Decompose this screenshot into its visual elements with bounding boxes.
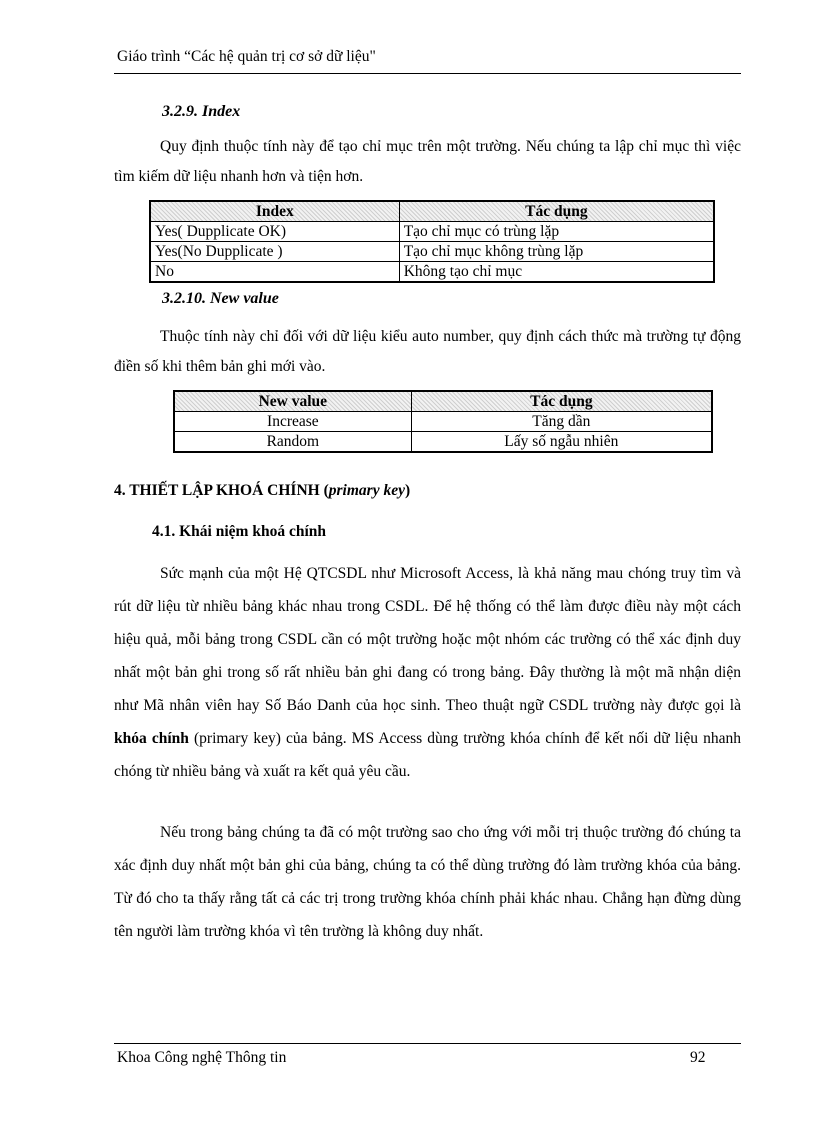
table-cell: Yes( Dupplicate OK) xyxy=(150,222,399,242)
heading-4-text: 4. THIẾT LẬP KHOÁ CHÍNH xyxy=(114,482,320,499)
table-cell: Lấy số ngẫu nhiên xyxy=(411,432,712,453)
heading-4-1: 4.1. Khái niệm khoá chính xyxy=(152,523,326,540)
column-header: Index xyxy=(150,201,399,222)
para-text: (primary key) của bảng. MS Access dùng trường khóa chính để kết nối dữ liệu nhanh chóng từ nhiều bảng và xuất ra kết quả yêu cầu. xyxy=(114,730,741,780)
table-row xyxy=(174,432,712,453)
table-row xyxy=(150,222,714,242)
header-rule xyxy=(114,73,741,74)
table-cell: Tăng dần xyxy=(411,412,712,432)
heading-3-2-9: 3.2.9. Index xyxy=(162,103,241,120)
paragraph-index: Quy định thuộc tính này để tạo chỉ mục trên một trường. Nếu chúng ta lập chỉ mục thì việc tìm kiếm dữ liệu nhanh hơn và tiện hơn. xyxy=(114,138,741,185)
new-value-table xyxy=(173,390,713,453)
footer-rule xyxy=(114,1043,741,1044)
table-row xyxy=(150,242,714,262)
table-header-row xyxy=(174,391,712,412)
heading-3-2-10: 3.2.10. New value xyxy=(162,290,279,307)
column-header: Tác dụng xyxy=(411,391,712,412)
table-cell: Increase xyxy=(174,412,411,432)
table-row xyxy=(174,412,712,432)
table-header-row xyxy=(150,201,714,222)
heading-4-emphasis: primary key xyxy=(328,482,405,499)
page-header: Giáo trình “Các hệ quản trị cơ sở dữ liệu" xyxy=(117,48,376,65)
table-cell: Yes(No Dupplicate ) xyxy=(150,242,399,262)
index-table xyxy=(149,200,715,283)
table-cell: Tạo chỉ mục có trùng lặp xyxy=(399,222,714,242)
paragraph-new-value: Thuộc tính này chỉ đối với dữ liệu kiểu auto number, quy định cách thức mà trường tự động điền số khi thêm bản ghi mới vào. xyxy=(114,328,741,375)
paragraph-primary-key-concept xyxy=(114,557,741,788)
footer-department: Khoa Công nghệ Thông tin xyxy=(117,1049,287,1066)
column-header: New value xyxy=(174,391,411,412)
column-header: Tác dụng xyxy=(399,201,714,222)
table-cell: No xyxy=(150,262,399,283)
table-row xyxy=(150,262,714,283)
page-number: 92 xyxy=(690,1049,706,1066)
table-cell: Không tạo chỉ mục xyxy=(399,262,714,283)
table-cell: Tạo chỉ mục không trùng lặp xyxy=(399,242,714,262)
table-cell: Random xyxy=(174,432,411,453)
heading-4: 4. THIẾT LẬP KHOÁ CHÍNH (primary key) xyxy=(114,482,411,499)
bold-term: khóa chính xyxy=(114,730,189,747)
para-text: Sức mạnh của một Hệ QTCSDL như Microsoft Access, là khả năng mau chóng truy tìm và rút dữ liệu từ nhiều bảng khác nhau trong CSDL. Để hệ thống có thể làm được điều này một cách hiệu quả, mỗi bảng trong CSDL cần có một trường hoặc một nhóm các trường có thể xác định duy nhất một bản ghi trong số rất nhiều bản ghi đang có trong bảng. Đây thường là một mã nhận diện như Mã nhân viên hay Số Báo Danh của học sinh. Theo thuật ngữ CSDL trường này được gọi là xyxy=(114,565,741,714)
paragraph-primary-key-choice: Nếu trong bảng chúng ta đã có một trường sao cho ứng với mỗi trị thuộc trường đó chúng ta xác định duy nhất một bản ghi của bảng, chúng ta có thể dùng trường đó làm trường khóa của bảng. Từ đó cho ta thấy rằng tất cả các trị trong trường khóa chính phải khác nhau. Chẳng hạn đừng dùng tên người làm trường khóa vì tên trường là không duy nhất. xyxy=(114,824,741,940)
